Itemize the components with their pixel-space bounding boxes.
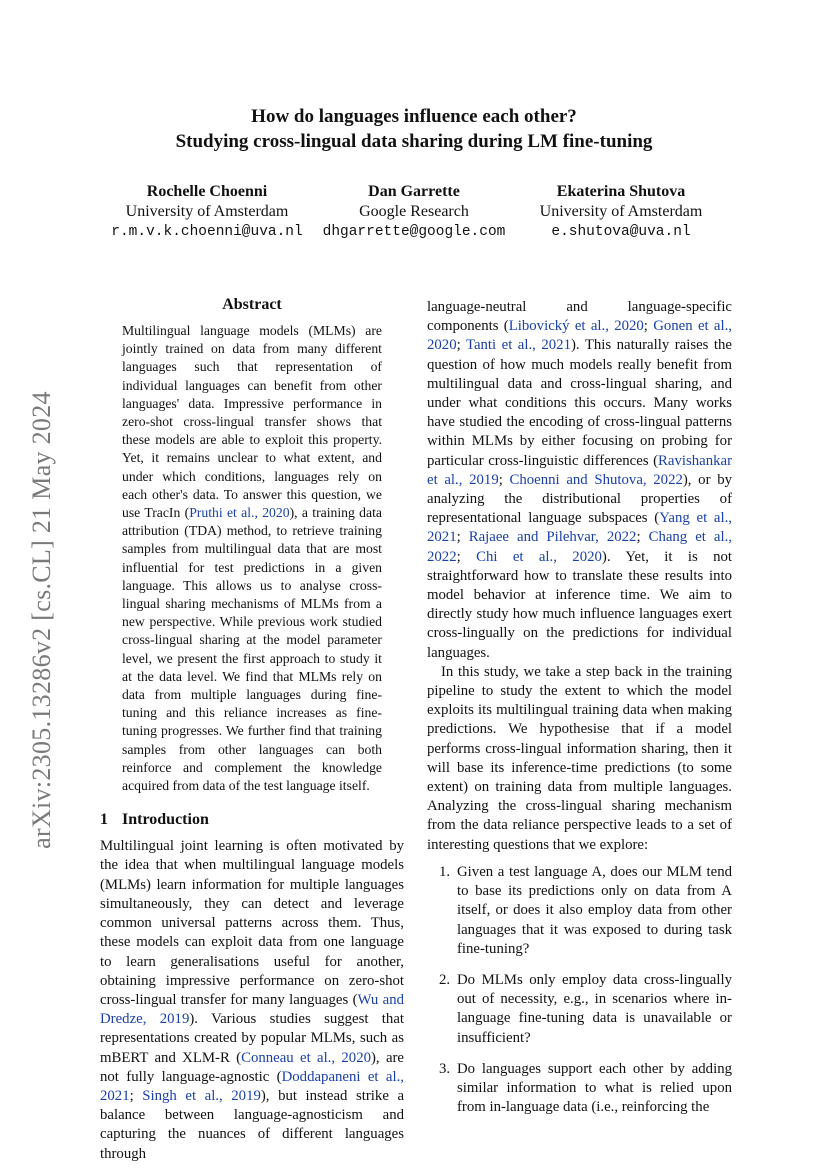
- section-number: 1: [100, 811, 108, 829]
- author-name: Ekaterina Shutova: [556, 183, 686, 200]
- citation-link[interactable]: Chi et al., 2020: [476, 548, 602, 565]
- title-line-1: How do languages influence each other?: [251, 106, 577, 127]
- right-column: [427, 298, 732, 1129]
- intro-paragraph-2: language-neutral and language-specific components (Libovický et al., 2020; Gonen et al., 2020; Tanti et al., 2021). This naturally raises the question of how much models really benefit from multilingual data and cross-lingual sharing, and under what conditions this occurs. Many works have studied the encoding of cross-lingual patterns within MLMs by either focusing on probing for particular cross-linguistic differences (Ravishankar et al., 2019; Choenni and Shutova, 2022), or by analyzing the distributional properties of representational language subspaces (Yang et al., 2021; Rajaee and Pilehvar, 2022; Chang et al., 2022; Chi et al., 2020). Yet, it is not straightforward how to translate these results into model behavior at inference time. We aim to directly study how much influence languages exert cross-lingually on the predictions for individual languages.: [427, 299, 733, 661]
- list-item: [427, 971, 732, 1048]
- citation-link[interactable]: Ravishankar et al., 2019: [427, 452, 732, 488]
- arxiv-sidebar-stamp: [22, 360, 62, 880]
- author-email[interactable]: dhgarrette@google.com: [322, 224, 506, 240]
- list-item: [427, 863, 732, 959]
- citation-link[interactable]: Chang et al., 2022: [427, 529, 733, 565]
- author-affiliation: University of Amsterdam: [539, 203, 703, 220]
- citation-link[interactable]: Wu and Dredze, 2019: [100, 991, 404, 1028]
- author-block: [299, 182, 529, 242]
- left-column: [100, 296, 404, 1164]
- citation-link[interactable]: Libovický et al., 2020: [508, 318, 644, 335]
- citation-link[interactable]: Gonen et al., 2020: [427, 318, 732, 354]
- section-title: Introduction: [122, 811, 209, 829]
- list-text: Do languages support each other by adding similar information to what is relied upon from in-language data (i.e., reinforcing the: [457, 1060, 732, 1116]
- author-name: Rochelle Choenni: [146, 183, 268, 200]
- citation-link[interactable]: Doddapaneni et al., 2021: [100, 1068, 405, 1104]
- citation-link[interactable]: Pruthi et al., 2020: [189, 505, 290, 521]
- citation-link[interactable]: Tanti et al., 2021: [465, 337, 571, 354]
- list-text: Do MLMs only employ data cross-lingually out of necessity, e.g., in scenarios where in-language fine-tuning data is unavailable or insufficient?: [457, 971, 732, 1046]
- list-number: 2.: [439, 971, 451, 988]
- author-name: Dan Garrette: [368, 183, 460, 200]
- list-item: [427, 1060, 732, 1118]
- intro-paragraph-1: Multilingual joint learning is often motivated by the idea that when multilingual language models (MLMs) learn information for multiple languages simultaneously, they can detect and leverage common universal patterns across them. Thus, these models can exploit data from one language to learn generalisations useful for another, obtaining impressive performance on zero-shot cross-lingual transfer for many languages (Wu and Dredze, 2019). Various studies suggest that representations created by popular MLMs, such as mBERT and XLM-R (Conneau et al., 2020), are not fully language-agnostic (Doddapaneni et al., 2021; Singh et al., 2019), but instead strike a balance between language-agnosticism and capturing the nuances of different languages through: [100, 838, 405, 1162]
- author-affiliation: University of Amsterdam: [125, 203, 289, 220]
- list-text: Given a test language A, does our MLM tend to base its predictions only on data from A itself, or does it also employ data from other languages that it was exposed to during task fine-tuning?: [457, 863, 732, 957]
- list-number: 3.: [439, 1060, 451, 1077]
- abstract-heading: Abstract: [222, 296, 282, 313]
- arxiv-id: arXiv:2305.13286v2 [cs.CL] 21 May 2024: [27, 391, 56, 849]
- citation-link[interactable]: Conneau et al., 2020: [241, 1049, 371, 1066]
- author-affiliation: Google Research: [359, 203, 469, 220]
- section-heading-introduction: [100, 811, 404, 829]
- abstract-text: Multilingual language models (MLMs) are jointly trained on data from many different languages such that representation of individual languages can benefit from other languages' data. Impressive performance in zero-shot cross-lingual transfer shows that these models are able to exploit this property. Yet, it remains unclear to what extent, and under which conditions, languages rely on each other's data. To answer this question, we use TracIn (Pruthi et al., 2020), a training data attribution (TDA) method, to retrieve training samples from multilingual data that are most influential for test predictions in a given language. This allows us to analyse cross-lingual sharing mechanisms of MLMs from a new perspective. While previous work studied cross-lingual sharing at the model parameter level, we present the first approach to study it at the data level. We find that MLMs rely on data from multiple languages during fine-tuning and this reliance increases as fine-tuning progresses. We further find that training samples from other languages can both reinforce and complement the knowledge acquired from data of the test language itself.: [122, 323, 382, 794]
- author-block: [92, 182, 322, 242]
- list-number: 1.: [439, 863, 451, 880]
- paper-title: [0, 104, 828, 154]
- author-email[interactable]: r.m.v.k.choenni@uva.nl: [111, 224, 303, 240]
- citation-link[interactable]: Choenni and Shutova, 2022: [509, 471, 683, 488]
- citation-link[interactable]: Yang et al., 2021: [427, 510, 732, 546]
- citation-link[interactable]: Singh et al., 2019: [142, 1087, 261, 1104]
- author-email[interactable]: e.shutova@uva.nl: [551, 224, 691, 240]
- research-questions-list: [427, 863, 732, 1117]
- title-line-2: Studying cross-lingual data sharing during LM fine-tuning: [175, 131, 653, 152]
- intro-paragraph-3: In this study, we take a step back in the training pipeline to study the extent to which the model exploits its multilingual training data when making predictions. We hypothesise that if a model performs cross-lingual information sharing, then it will base its inference-time predictions (to some extent) on training data from multiple languages. Analyzing the cross-lingual sharing mechanism from the data reliance perspective leads to a set of interesting questions that we explore:: [427, 663, 732, 853]
- author-block: [506, 182, 736, 242]
- citation-link[interactable]: Rajaee and Pilehvar, 2022: [468, 529, 637, 546]
